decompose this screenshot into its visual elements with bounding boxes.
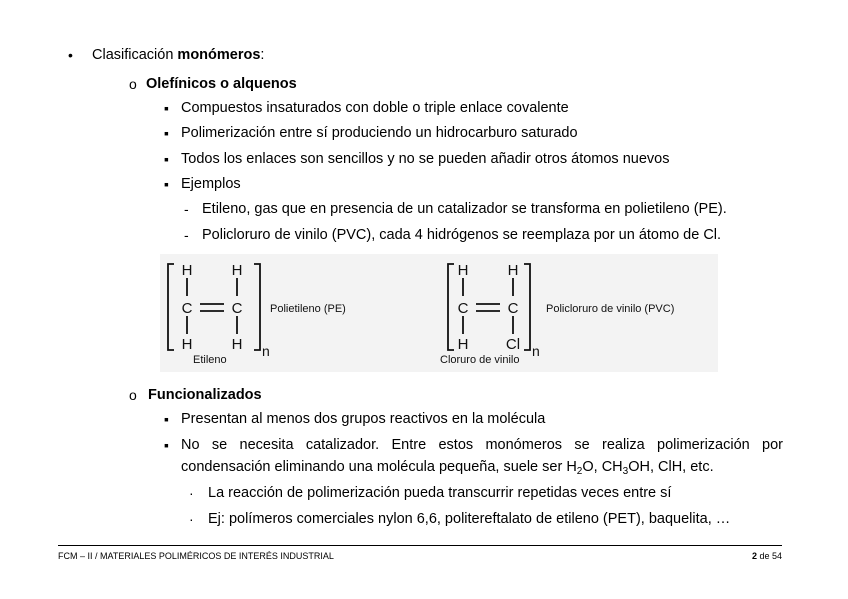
- pvc-polymer-name: Policloruro de vinilo (PVC): [546, 303, 675, 315]
- list-item: Compuestos insaturados con doble o triple enlace covalente: [181, 100, 569, 116]
- sub-item: Ej: polímeros comerciales nylon 6,6, politereftalato de etileno (PET), baquelita, …: [208, 511, 731, 527]
- pvc-repeat-n: n: [532, 343, 540, 359]
- structure-figure: [160, 254, 718, 372]
- subscript: 3: [622, 466, 629, 477]
- bullet-dash: -: [184, 201, 189, 217]
- section-title-olefinicos: Olefínicos o alquenos: [146, 76, 297, 92]
- list-item: Polimerización entre sí produciendo un hidrocarburo saturado: [181, 125, 578, 141]
- pe-atom-c: C: [181, 300, 193, 317]
- pvc-right-bracket: [524, 264, 530, 350]
- pvc-atom-c: C: [507, 300, 519, 317]
- heading-suffix: :: [260, 47, 265, 63]
- page-number: [720, 550, 782, 562]
- formula-text: OH, ClH, etc.: [628, 459, 714, 475]
- list-item: Presentan al menos dos grupos reactivos en la molécula: [181, 411, 546, 427]
- pe-caption: Etileno: [193, 354, 227, 366]
- subscript: 2: [576, 466, 583, 477]
- heading-bold: monómeros: [177, 47, 261, 63]
- bullet-circle: o: [129, 76, 137, 92]
- formula-text: condensación eliminando una molécula pequeña, suele ser H: [181, 459, 577, 475]
- list-item: No se necesita catalizador. Entre estos monómeros se realiza polimerización por: [181, 437, 783, 453]
- bullet-dot: ·: [189, 485, 194, 501]
- page-total: de 54: [756, 551, 782, 561]
- bullet-disc: •: [68, 47, 73, 63]
- example-item: Etileno, gas que en presencia de un catalizador se transforma en polietileno (PE).: [202, 201, 727, 217]
- bullet-circle: o: [129, 387, 137, 403]
- section-title-funcionalizados: Funcionalizados: [148, 387, 262, 403]
- heading-clasificacion: [92, 46, 264, 64]
- footer-title: FCM – II / MATERIALES POLIMÉRICOS DE INTERÉS INDUSTRIAL: [58, 551, 334, 561]
- pe-left-bracket: [168, 264, 174, 350]
- pvc-atom-h: H: [507, 262, 519, 279]
- pvc-atom-cl: Cl: [505, 336, 521, 353]
- list-item-continuation: [181, 458, 714, 481]
- structure-svg: [160, 254, 718, 372]
- bullet-square: ▪: [164, 411, 169, 427]
- list-item: Ejemplos: [181, 176, 241, 192]
- pvc-left-bracket: [448, 264, 454, 350]
- bullet-dash: -: [184, 227, 189, 243]
- list-item: Todos los enlaces son sencillos y no se pueden añadir otros átomos nuevos: [181, 151, 670, 167]
- pe-atom-h: H: [231, 262, 243, 279]
- formula-text: O, CH: [582, 459, 623, 475]
- bullet-dot: ·: [189, 511, 194, 527]
- pvc-atom-h: H: [457, 262, 469, 279]
- example-item: Policloruro de vinilo (PVC), cada 4 hidrógenos se reemplaza por un átomo de Cl.: [202, 227, 722, 243]
- bullet-square: ▪: [164, 176, 169, 192]
- bullet-square: ▪: [164, 100, 169, 116]
- pe-right-bracket: [254, 264, 260, 350]
- pe-atom-h: H: [231, 336, 243, 353]
- pvc-atom-c: C: [457, 300, 469, 317]
- bullet-square: ▪: [164, 125, 169, 141]
- bullet-square: ▪: [164, 151, 169, 167]
- pvc-caption: Cloruro de vinilo: [440, 354, 520, 366]
- pe-polymer-name: Polietileno (PE): [270, 303, 346, 315]
- footer-divider: [58, 545, 782, 546]
- pvc-atom-h: H: [457, 336, 469, 353]
- bullet-square: ▪: [164, 437, 169, 453]
- sub-item: La reacción de polimerización pueda transcurrir repetidas veces entre sí: [208, 485, 672, 501]
- page-current: 2: [751, 551, 757, 561]
- pe-atom-h: H: [181, 336, 193, 353]
- pe-atom-h: H: [181, 262, 193, 279]
- pe-repeat-n: n: [262, 343, 270, 359]
- heading-prefix: Clasificación: [92, 47, 178, 63]
- pe-atom-c: C: [231, 300, 243, 317]
